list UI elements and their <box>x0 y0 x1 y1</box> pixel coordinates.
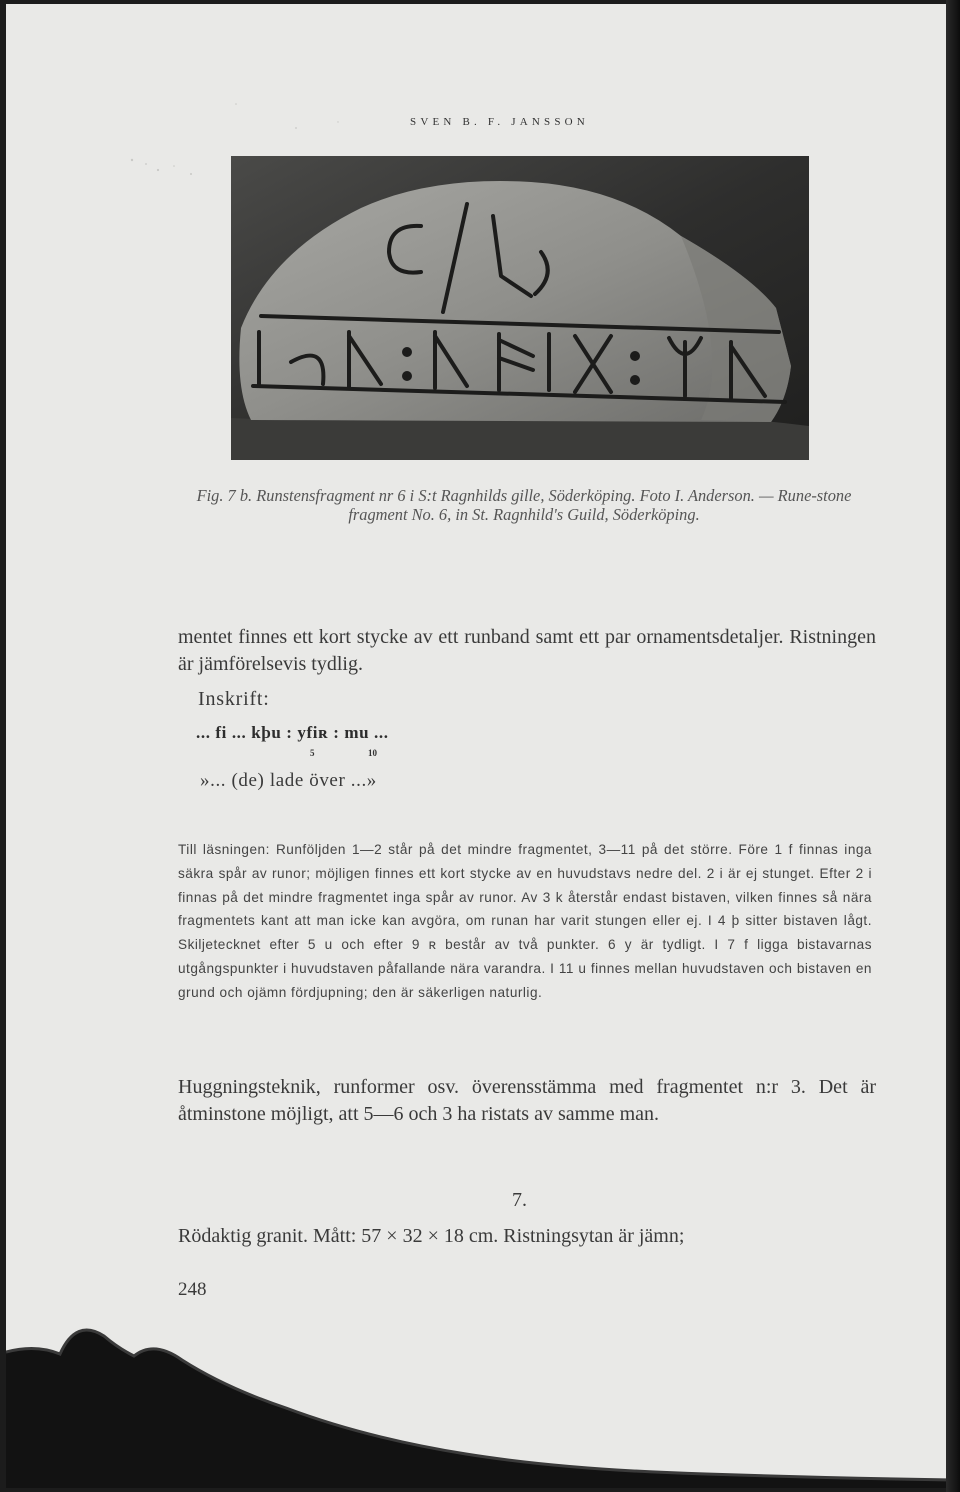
inscription-label: Inskrift: <box>198 688 270 710</box>
scan-shadow <box>6 1248 946 1488</box>
rune-transliteration: ... fi ... kþu : yfiʀ : mu ... <box>196 723 389 742</box>
reading-notes: Till läsningen: Runföljden 1—2 står på det mindre fragmentet, 3—11 på det större. Före 1 f finnas inga säkra spår av runor; möjligen finnes ett kort stycke av en huvudstavs nedre del. 2 i är ej stunget. Efter 2 i finnas på det mindre fragmentet inga spår av runor. Av 3 k återstår endast bistaven, vilken finnes så nära fragmentets kant att man icke kan avgöra, om runan har varit stungen eller ej. I 4 þ sitter bistaven lågt. Skiljetecknet efter 5 u och efter 9 ʀ består av två punkter. 6 y är tydligt. I 7 f ligga bistavarnas utgångspunkter i huvudstaven påfallande nära varandra. I 11 u finnes mellan huvudstaven och bistaven en grund och ojämn fördjupning; den är säkerligen naturlig. <box>178 842 872 1000</box>
page-number: 248 <box>178 1279 207 1300</box>
paragraph-3: Rödaktig granit. Mått: 57 × 32 × 18 cm. Ristningsytan är jämn; <box>178 1225 685 1247</box>
section-number: 7. <box>512 1189 527 1211</box>
running-head: SVEN B. F. JANSSON <box>410 116 589 128</box>
rune-position-5: 5 <box>310 748 315 758</box>
paragraph-1: mentet finnes ett kort stycke av ett runband samt ett par ornamentsdetaljer. Ristningen är jämförelsevis tydlig. <box>178 626 876 675</box>
rune-stone-photo <box>231 156 809 460</box>
scan-edge <box>946 0 960 1492</box>
rune-position-10: 10 <box>368 748 377 758</box>
book-page <box>6 4 946 1488</box>
translation: »... (de) lade över ...» <box>200 770 377 791</box>
paragraph-2: Huggningsteknik, runformer osv. överensstämma med fragmentet n:r 3. Det är åtminstone möjligt, att 5—6 och 3 ha ristats av samme man. <box>178 1076 876 1125</box>
figure-caption: Fig. 7 b. Runstensfragment nr 6 i S:t Ragnhilds gille, Söderköping. Foto I. Anderson. — Rune-stone fragment No. 6, in St. Ragnhild's Guild, Söderköping. <box>196 486 852 524</box>
